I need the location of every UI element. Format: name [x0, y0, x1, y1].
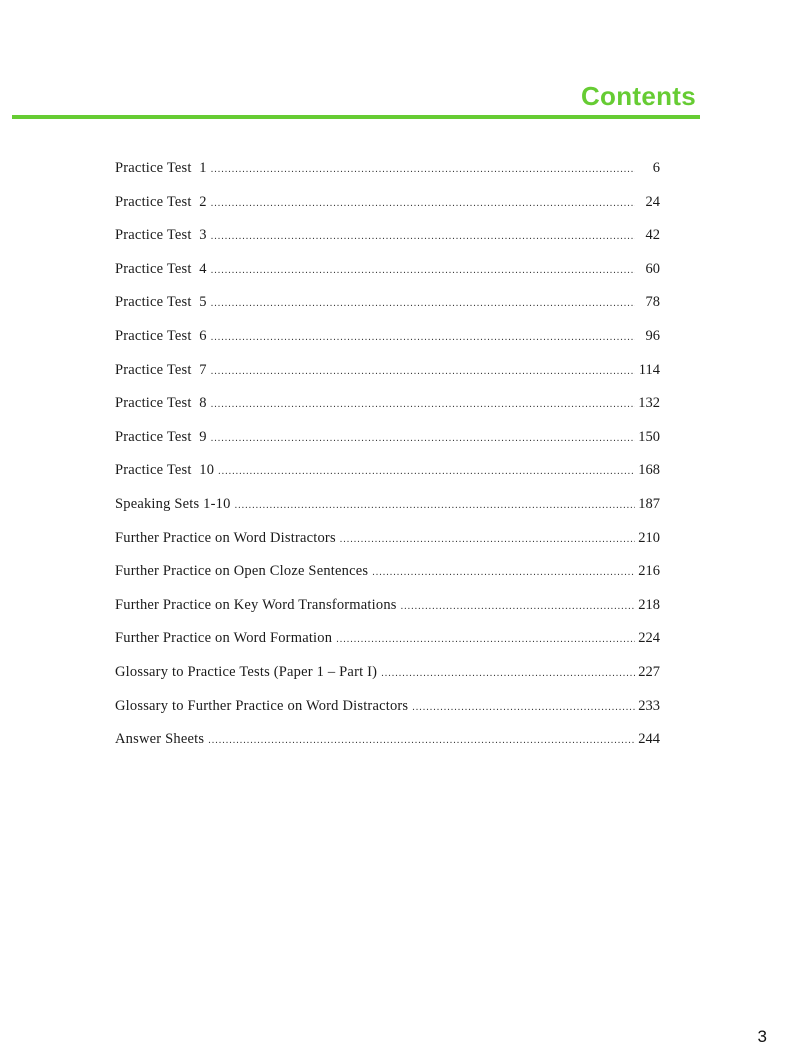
- toc-entry[interactable]: [115, 622, 660, 656]
- toc-entry[interactable]: [115, 723, 660, 757]
- dot-leader: [211, 187, 635, 221]
- toc-entry-title: Practice Test 8: [115, 395, 207, 412]
- toc-entry-page: 24: [645, 193, 660, 210]
- toc-entry-page: 132: [638, 395, 660, 412]
- dot-leader: [211, 220, 635, 254]
- toc-entry[interactable]: [115, 555, 660, 589]
- toc-entry[interactable]: [115, 690, 660, 724]
- dot-leader: [372, 556, 635, 590]
- toc-entry[interactable]: [115, 656, 660, 690]
- toc-entry[interactable]: [115, 219, 660, 253]
- toc-entry-page: 150: [638, 428, 660, 445]
- dot-leader: [336, 623, 635, 657]
- toc-entry-page: 6: [652, 160, 660, 176]
- toc-entry-title: Further Practice on Key Word Transformations: [115, 596, 397, 613]
- toc-entry-title: Answer Sheets: [115, 731, 205, 748]
- toc-entry[interactable]: [115, 421, 660, 455]
- dot-leader: [340, 523, 635, 557]
- toc-entry-page: 216: [638, 563, 660, 580]
- toc-entry-page: 233: [638, 697, 660, 714]
- toc-entry-page: 168: [638, 462, 660, 479]
- toc-entry-title: Practice Test 6: [115, 327, 207, 344]
- dot-leader: [211, 153, 635, 187]
- dot-leader: [211, 355, 635, 389]
- dot-leader: [381, 657, 635, 691]
- toc-entry[interactable]: [115, 286, 660, 320]
- toc-entry-title: Practice Test 4: [115, 260, 207, 277]
- dot-leader: [235, 489, 635, 523]
- dot-leader: [401, 590, 635, 624]
- table-of-contents: [115, 152, 660, 757]
- dot-leader: [208, 724, 635, 758]
- dot-leader: [211, 321, 635, 355]
- toc-entry-page: 187: [638, 495, 660, 512]
- toc-entry[interactable]: [115, 522, 660, 556]
- toc-entry-title: Speaking Sets 1-10: [115, 495, 231, 512]
- dot-leader: [211, 422, 635, 456]
- toc-entry-page: 114: [638, 361, 660, 378]
- dot-leader: [218, 455, 635, 489]
- toc-entry[interactable]: [115, 253, 660, 287]
- toc-entry-page: 227: [638, 663, 660, 680]
- dot-leader: [412, 691, 635, 725]
- toc-entry-title: Further Practice on Open Cloze Sentences: [115, 563, 369, 580]
- toc-entry-title: Practice Test 5: [115, 294, 207, 311]
- toc-entry[interactable]: [115, 186, 660, 220]
- page-title: Contents: [580, 81, 696, 111]
- dot-leader: [211, 254, 635, 288]
- toc-entry-page: 42: [645, 227, 660, 244]
- toc-entry-title: Further Practice on Word Formation: [115, 630, 333, 647]
- toc-entry[interactable]: [115, 354, 660, 388]
- toc-entry-title: Glossary to Further Practice on Word Distractors: [115, 697, 409, 714]
- toc-entry-title: Practice Test 2: [115, 193, 207, 210]
- toc-entry-title: Further Practice on Word Distractors: [115, 529, 336, 546]
- toc-entry[interactable]: [115, 488, 660, 522]
- toc-entry-title: Glossary to Practice Tests (Paper 1 – Part I): [115, 663, 378, 680]
- page-number: 3: [757, 1027, 767, 1046]
- dot-leader: [211, 388, 635, 422]
- dot-leader: [211, 287, 635, 321]
- toc-entry[interactable]: [115, 320, 660, 354]
- toc-entry-page: 244: [638, 731, 660, 748]
- toc-entry[interactable]: [115, 387, 660, 421]
- toc-entry-title: Practice Test 3: [115, 227, 207, 244]
- toc-entry-title: Practice Test 7: [115, 361, 207, 378]
- toc-entry-title: Practice Test 9: [115, 428, 207, 445]
- toc-entry-page: 60: [645, 260, 660, 277]
- toc-entry[interactable]: [115, 152, 660, 186]
- toc-entry[interactable]: [115, 454, 660, 488]
- toc-entry-page: 96: [645, 327, 660, 344]
- toc-entry-page: 78: [645, 294, 660, 311]
- toc-entry-title: Practice Test 10: [115, 462, 215, 479]
- toc-entry-page: 224: [638, 630, 660, 647]
- title-divider: [12, 115, 700, 119]
- toc-entry-page: 218: [638, 596, 660, 613]
- toc-entry[interactable]: [115, 589, 660, 623]
- toc-entry-title: Practice Test 1: [115, 160, 207, 176]
- toc-entry-page: 210: [638, 529, 660, 546]
